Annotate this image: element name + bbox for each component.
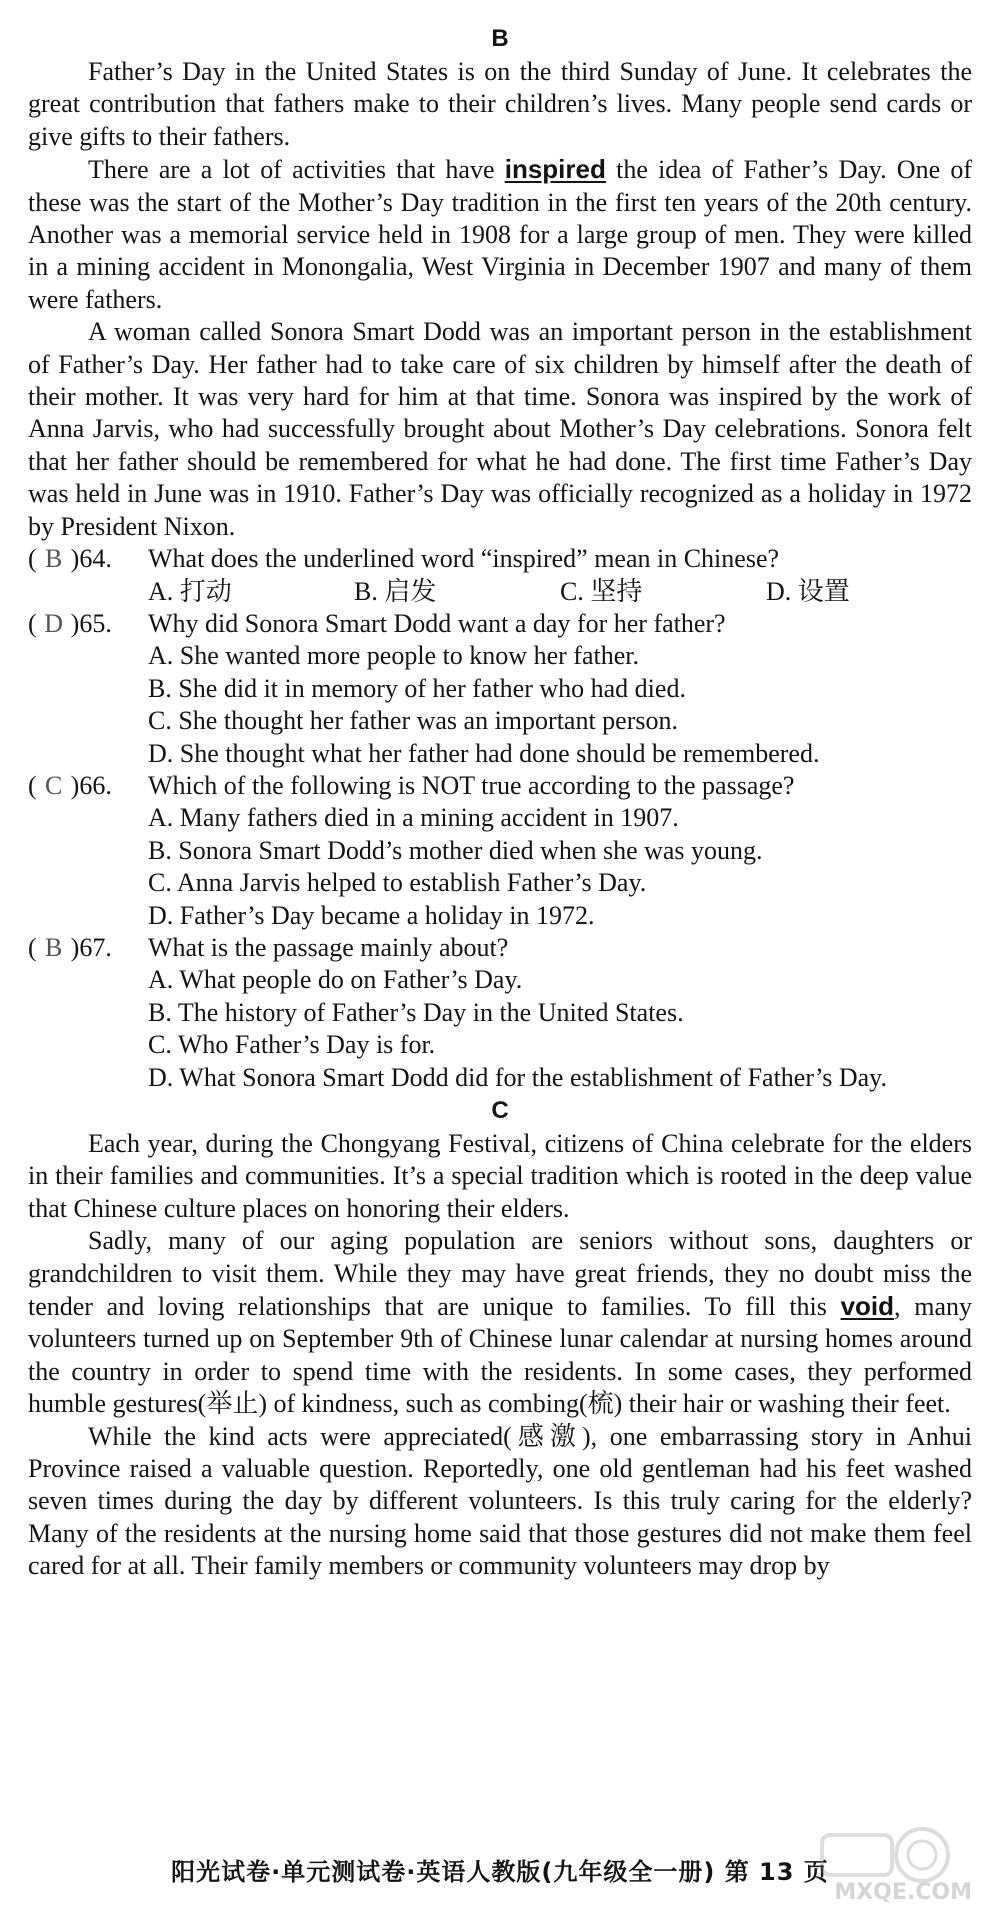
question-text: What is the passage mainly about? bbox=[148, 932, 509, 962]
paragraph-text: Sadly, many of our aging population are seniors without sons, daughters or grandchildren to visit them. While they may have great friends, they no doubt miss the tender and loving relationships that are unique to families. To fill this bbox=[28, 1226, 972, 1322]
option-a: A. What people do on Father’s Day. bbox=[148, 965, 523, 995]
option-c: C. She thought her father was an important person. bbox=[148, 706, 678, 736]
option-b: B. 启发 bbox=[354, 576, 437, 606]
question-66 bbox=[28, 770, 972, 802]
answer-bracket bbox=[28, 932, 148, 964]
option-c: C. Anna Jarvis helped to establish Father’s Day. bbox=[148, 868, 647, 898]
watermark-text: MXQE.COM bbox=[834, 1880, 972, 1905]
open-paren: ( bbox=[28, 544, 37, 574]
option-d: D. She thought what her father had done should be remembered. bbox=[148, 738, 820, 768]
question-text: Which of the following is NOT true according to the passage? bbox=[148, 770, 795, 800]
paragraph-text: While the kind acts were appreciated(感激), one embarrassing story in Anhui Province raised a valuable question. Reportedly, one old gentleman had his feet washed seven times during the day by different volunteers. Is this truly caring for the elderly? Many of the residents at the nursing home said that those gestures did not make them feel cared for at all. Their family members or community volunteers may drop by bbox=[28, 1421, 972, 1581]
question-number: 65. bbox=[79, 608, 112, 638]
open-paren: ( bbox=[28, 608, 37, 638]
option-c: C. Who Father’s Day is for. bbox=[148, 1030, 436, 1060]
answer-letter: D bbox=[44, 608, 64, 638]
paragraph bbox=[28, 1128, 972, 1225]
answer-bracket bbox=[28, 608, 148, 640]
answer-letter: B bbox=[45, 544, 63, 574]
option-a: A. Many fathers died in a mining accident in 1907. bbox=[148, 803, 679, 833]
paragraph bbox=[28, 153, 972, 316]
answer-letter: C bbox=[45, 770, 63, 800]
underlined-keyword: void bbox=[840, 1291, 895, 1322]
option-b: B. She did it in memory of her father who had died. bbox=[148, 673, 686, 703]
option-c: C. 坚持 bbox=[560, 576, 643, 606]
page-footer: 阳光试卷·单元测试卷·英语人教版(九年级全一册) 第 13 页 bbox=[171, 1858, 829, 1886]
question-number: 67. bbox=[79, 932, 112, 962]
question-options bbox=[28, 964, 972, 1094]
paragraph-text: Each year, during the Chongyang Festival, citizens of China celebrate for the elders in their families and communities. It’s a special tradition which is rooted in the deep value that Chinese culture places on honoring their elders. bbox=[28, 1129, 972, 1223]
option-a: A. She wanted more people to know her father. bbox=[148, 641, 639, 671]
section-heading-c: C bbox=[491, 1097, 509, 1124]
option-d: D. Father’s Day became a holiday in 1972. bbox=[148, 900, 595, 930]
paragraph bbox=[28, 1225, 972, 1420]
underlined-keyword: inspired bbox=[504, 154, 606, 185]
close-paren: ) bbox=[70, 770, 80, 800]
paragraph-text: Father’s Day in the United States is on the third Sunday of June. It celebrates the great contribution that fathers make to their children’s lives. Many people send cards or give gifts to their fathers. bbox=[28, 57, 972, 151]
watermark-logo bbox=[782, 1819, 982, 1909]
question-number: 64. bbox=[79, 544, 112, 574]
question-text: What does the underlined word “inspired” mean in Chinese? bbox=[148, 544, 780, 574]
option-d: D. 设置 bbox=[766, 576, 850, 606]
question-65 bbox=[28, 608, 972, 640]
answer-letter: B bbox=[45, 932, 63, 962]
answer-bracket bbox=[28, 543, 148, 575]
question-67 bbox=[28, 932, 972, 964]
paragraph-text: the idea of Father’s Day. One of these was the start of the Mother’s Day tradition in the first ten years of the 20th century. Another was a memorial service held in 1908 for a large group of men. They were killed in a mining accident in Monongalia, West Virginia in December 1907 and many of them were fathers. bbox=[28, 155, 972, 314]
open-paren: ( bbox=[28, 770, 37, 800]
close-paren: ) bbox=[70, 932, 80, 962]
option-b: B. Sonora Smart Dodd’s mother died when she was young. bbox=[148, 835, 763, 865]
section-heading-b: B bbox=[491, 25, 509, 52]
answer-bracket bbox=[28, 770, 148, 802]
close-paren: ) bbox=[70, 608, 80, 638]
option-d: D. What Sonora Smart Dodd did for the establishment of Father’s Day. bbox=[148, 1062, 887, 1092]
question-64 bbox=[28, 543, 972, 575]
question-options bbox=[28, 640, 972, 770]
open-paren: ( bbox=[28, 932, 37, 962]
option-b: B. The history of Father’s Day in the United States. bbox=[148, 997, 684, 1027]
paragraph-text: , many volunteers turned up on September 9th of Chinese lunar calendar at nursing homes around the country in order to spend time with the residents. In some cases, they performed humble gestures(举止) of kindness, such as combing(梳) their hair or washing their feet. bbox=[28, 1292, 973, 1419]
question-text: Why did Sonora Smart Dodd want a day for her father? bbox=[148, 608, 726, 638]
option-a: A. 打动 bbox=[148, 576, 232, 606]
paragraph bbox=[28, 1421, 972, 1583]
paragraph bbox=[28, 56, 972, 153]
paragraph bbox=[28, 316, 972, 543]
paragraph-text: There are a lot of activities that have bbox=[88, 155, 505, 185]
close-paren: ) bbox=[70, 544, 80, 574]
question-options bbox=[28, 576, 972, 608]
question-options bbox=[28, 802, 972, 932]
question-number: 66. bbox=[79, 770, 112, 800]
paragraph-text: A woman called Sonora Smart Dodd was an important person in the establishment of Father’s Day. Her father had to take care of six children by himself after the death of their mother. It was very hard for him at that time. Sonora was inspired by the work of Anna Jarvis, who had successfully brought about Mother’s Day celebrations. Sonora felt that her father should be remembered for what he had done. The first time Father’s Day was held in June was in 1910. Father’s Day was officially recognized as a holiday in 1972 by President Nixon. bbox=[28, 317, 972, 541]
